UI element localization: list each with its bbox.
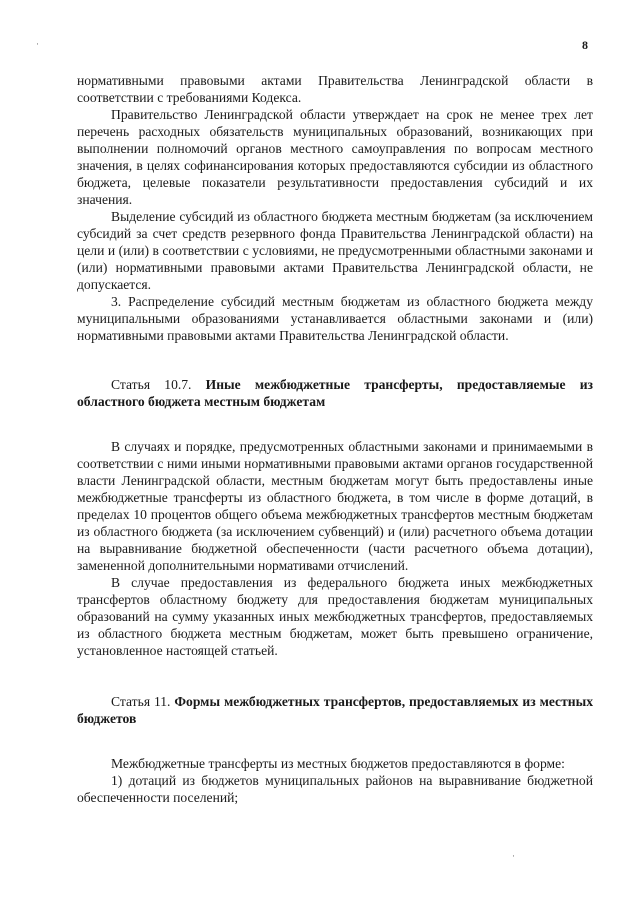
article-heading [77, 376, 593, 410]
article-label: Статья 10.7. [111, 377, 206, 392]
paragraph: 3. Распределение субсидий местным бюджетам из областного бюджета между муниципальными образованиями устанавливается областными законами и (или) нормативными правовыми актами Правительства Ленинградской области. [77, 294, 593, 343]
paragraph: В случае предоставления из федерального бюджета иных межбюджетных трансфертов областному бюджету для предоставления бюджетам муниципальных образований на сумму указанных иных межбюджетных трансфертов, предоставляемых из областного бюджета местным бюджетам, может быть превышено ограничение, установленное настоящей статьей. [77, 575, 593, 658]
scan-speck: · [36, 39, 39, 49]
paragraph: Правительство Ленинградской области утверждает на срок не менее трех лет перечень расходных обязательств муниципальных образований, возникающих при выполнении полномочий органов местного самоуправления по вопросам местного значения, в целях софинансирования которых предоставляются субсидии из областного бюджета, целевые показатели результативности предоставления субсидий и их значения. [77, 107, 593, 207]
article-title: Формы межбюджетных трансфертов, предоставляемых из местных бюджетов [77, 694, 593, 726]
document-body [77, 72, 593, 806]
scan-speck: · [512, 851, 515, 861]
paragraph: Межбюджетные трансферты из местных бюджетов предоставляются в форме: [111, 756, 565, 771]
paragraph: В случаях и порядке, предусмотренных областными законами и принимаемыми в соответствии с ними иными нормативными правовыми актами органов государственной власти Ленинградской области, местным бюджетам могут быть предоставлены иные межбюджетные трансферты из областного бюджета, в том числе в форме дотаций, в пределах 10 процентов общего объема межбюджетных трансфертов местным бюджетам из областного бюджета (за исключением субвенций) и (или) расчетного объема дотации на выравнивание бюджетной обеспеченности (части расчетного объема дотации), замененной дополнительными нормативами отчислений. [77, 439, 593, 573]
paragraph: нормативными правовыми актами Правительства Ленинградской области в соответствии с требованиями Кодекса. [77, 73, 593, 105]
article-title: Иные межбюджетные трансферты, предоставляемые из областного бюджета местным бюджетам [77, 377, 593, 409]
paragraph: Выделение субсидий из областного бюджета местным бюджетам (за исключением субсидий за счет средств резервного фонда Правительства Ленинградской области) на цели и (или) в соответствии с условиями, не предусмотренными областными законами и (или) нормативными правовыми актами Правительства Ленинградской области, не допускается. [77, 209, 593, 292]
article-heading [77, 693, 593, 727]
paragraph: 1) дотаций из бюджетов муниципальных районов на выравнивание бюджетной обеспеченности поселений; [77, 773, 593, 805]
article-label: Статья 11. [111, 694, 175, 709]
page-number: 8 [582, 38, 588, 52]
